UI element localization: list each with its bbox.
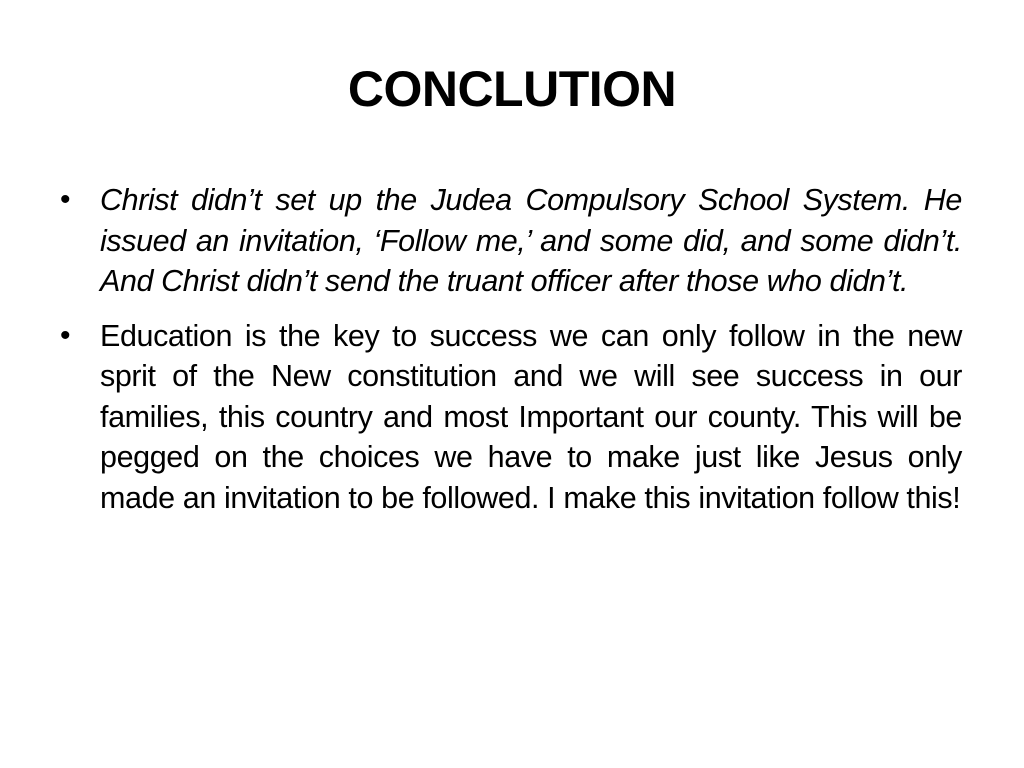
bullet-list: [60, 180, 962, 532]
bullet-item-1: [60, 180, 962, 302]
slide-title: CONCLUTION: [347, 61, 677, 117]
bullet-dot-icon: •: [60, 318, 71, 352]
bullet-dot-icon: •: [60, 183, 71, 216]
bullet-item-2: [60, 316, 962, 519]
bullet-text: Education is the key to success we can only follow in the new sprit of the New constitution and we will see success in our families, this country and most Important our county. This will be pegged on the choices we have to make just like Jesus only made an invitation to be followed. I make this invitation follow this!: [100, 318, 962, 515]
bullet-text: Christ didn’t set up the Judea Compulsory School System. He issued an invitation, ‘Follow me,’ and some did, and some didn’t. And Christ didn’t send the truant officer after those who didn’t.: [100, 183, 962, 298]
